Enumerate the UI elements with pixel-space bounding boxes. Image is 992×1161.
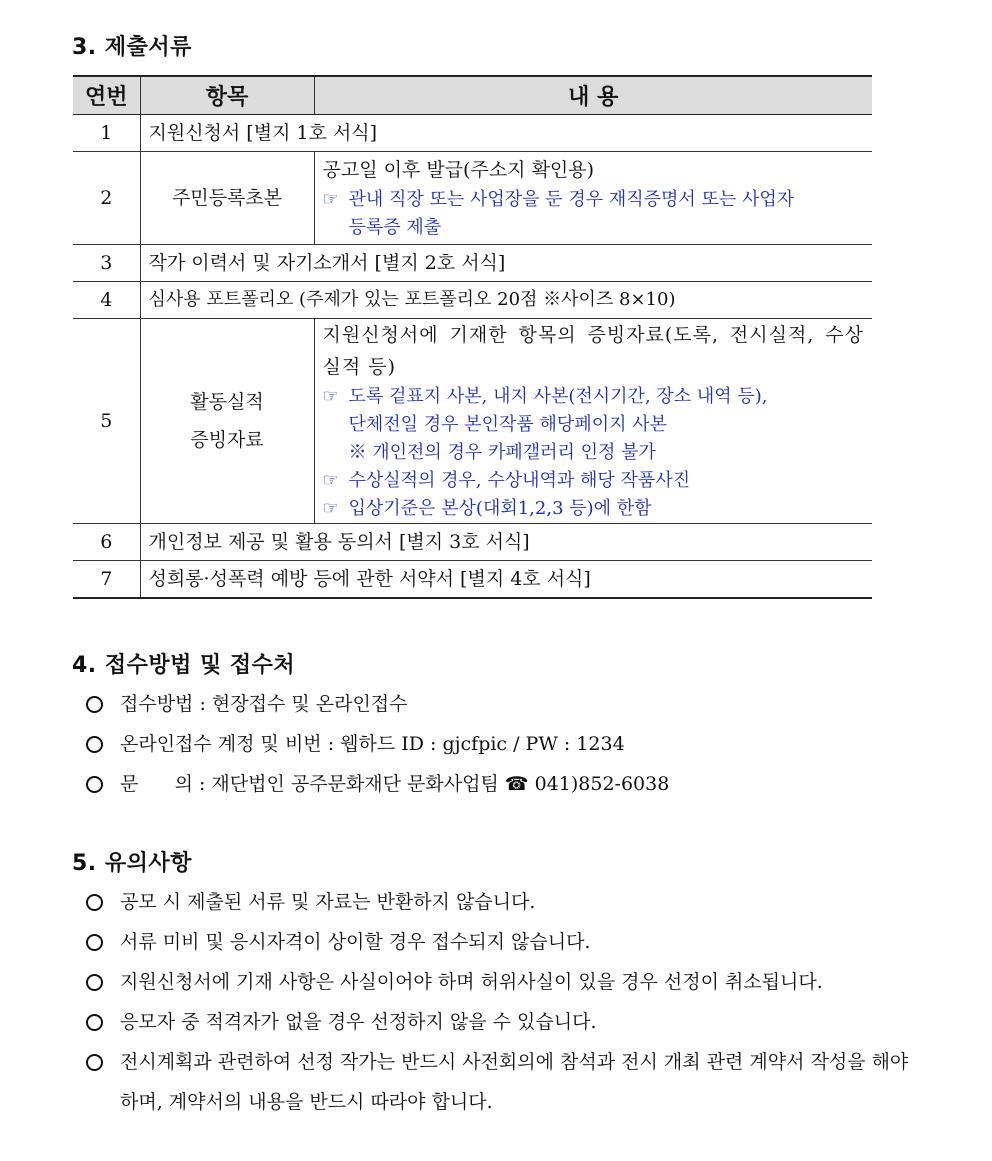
row-content xyxy=(314,319,872,524)
bullet-icon xyxy=(86,1014,103,1031)
row-text: 성희롱·성폭력 예방 등에 관한 서약서 [별지 4호 서식] xyxy=(140,561,872,598)
bullet-icon xyxy=(86,1054,103,1071)
row-number: 7 xyxy=(73,561,140,598)
section3-title: 3. 제출서류 xyxy=(72,35,192,60)
table-row xyxy=(73,282,872,319)
row-content xyxy=(314,152,872,245)
table-row xyxy=(73,245,872,282)
pointer-icon: ☞ xyxy=(322,470,339,491)
table-row xyxy=(73,524,872,561)
row-number: 2 xyxy=(73,152,140,245)
content-main: 지원신청서에 기재한 항목의 증빙자료(도록, 전시실적, 수상실적 등) xyxy=(322,324,864,378)
list-item: 공모 시 제출된 서류 및 자료는 반환하지 않습니다. xyxy=(84,882,914,922)
bullet-icon xyxy=(86,894,103,911)
list-item: 문 의 : 재단법인 공주문화재단 문화사업팀 ☎ 041)852-6038 xyxy=(84,764,914,804)
bullet-icon xyxy=(86,934,103,951)
content-note: ☞ 도록 겉표지 사본, 내지 사본(전시기간, 장소 내역 등), 단체전일 경우 본인작품 해당페이지 사본 ※ 개인전의 경우 카페갤러리 인정 불가 ☞ 수상실적의 경우, 수상내역과 해당 작품사진 ☞ 입상기준은 본상(대회1,2,3 등)에 한함 xyxy=(323,383,865,523)
row-text: 심사용 포트폴리오 (주제가 있는 포트폴리오 20점 ※사이즈 8×10) xyxy=(140,282,872,319)
phone-number: 041)852-6038 xyxy=(534,773,670,795)
row-text: 개인정보 제공 및 활용 동의서 [별지 3호 서식] xyxy=(140,524,872,561)
list-item: 응모자 중 적격자가 없을 경우 선정하지 않을 수 있습니다. xyxy=(84,1002,914,1042)
row-text: 지원신청서 [별지 1호 서식] xyxy=(140,115,872,152)
list-item: 지원신청서에 기재 사항은 사실이어야 하며 허위사실이 있을 경우 선정이 취소됩니다. xyxy=(84,962,914,1002)
row-text: 작가 이력서 및 자기소개서 [별지 2호 서식] xyxy=(140,245,872,282)
list-item: 온라인접수 계정 및 비번 : 웹하드 ID : gjcfpic / PW : 1234 xyxy=(84,724,914,764)
header-content: 내 용 xyxy=(314,76,872,115)
row-number: 3 xyxy=(73,245,140,282)
notes-list xyxy=(84,882,914,1122)
row-item: 주민등록초본 xyxy=(140,152,314,245)
list-item: 전시계획과 관련하여 선정 작가는 반드시 사전회의에 참석과 전시 개최 관련 계약서 작성을 해야 하며, 계약서의 내용을 반드시 따라야 합니다. xyxy=(84,1042,914,1122)
section5-title: 5. 유의사항 xyxy=(72,851,192,876)
table-row xyxy=(73,561,872,598)
row-number: 5 xyxy=(73,319,140,524)
content-note: ☞ 관내 직장 또는 사업장을 둔 경우 재직증명서 또는 사업자 등록증 제출 xyxy=(323,186,865,242)
reception-list xyxy=(84,684,914,804)
row-number: 4 xyxy=(73,282,140,319)
pointer-icon: ☞ xyxy=(322,386,339,407)
table-row xyxy=(73,152,872,245)
row-number: 6 xyxy=(73,524,140,561)
row-item: 활동실적 증빙자료 xyxy=(140,319,314,524)
list-item: 서류 미비 및 응시자격이 상이할 경우 접수되지 않습니다. xyxy=(84,922,914,962)
bullet-icon xyxy=(86,696,103,713)
phone-icon: ☎ xyxy=(504,773,529,795)
header-item: 항목 xyxy=(140,76,314,115)
bullet-icon xyxy=(86,776,103,793)
row-number: 1 xyxy=(73,115,140,152)
pointer-icon: ☞ xyxy=(322,498,339,519)
table-row xyxy=(73,115,872,152)
bullet-icon xyxy=(86,974,103,991)
bullet-icon xyxy=(86,736,103,753)
section4-title: 4. 접수방법 및 접수처 xyxy=(72,653,296,678)
header-no: 연번 xyxy=(73,76,140,115)
table-row xyxy=(73,319,872,524)
list-item: 접수방법 : 현장접수 및 온라인접수 xyxy=(84,684,914,724)
content-main: 공고일 이후 발급(주소지 확인용) xyxy=(322,159,595,181)
table-header-row xyxy=(73,76,872,115)
pointer-icon: ☞ xyxy=(322,189,339,210)
submission-table xyxy=(73,75,872,599)
